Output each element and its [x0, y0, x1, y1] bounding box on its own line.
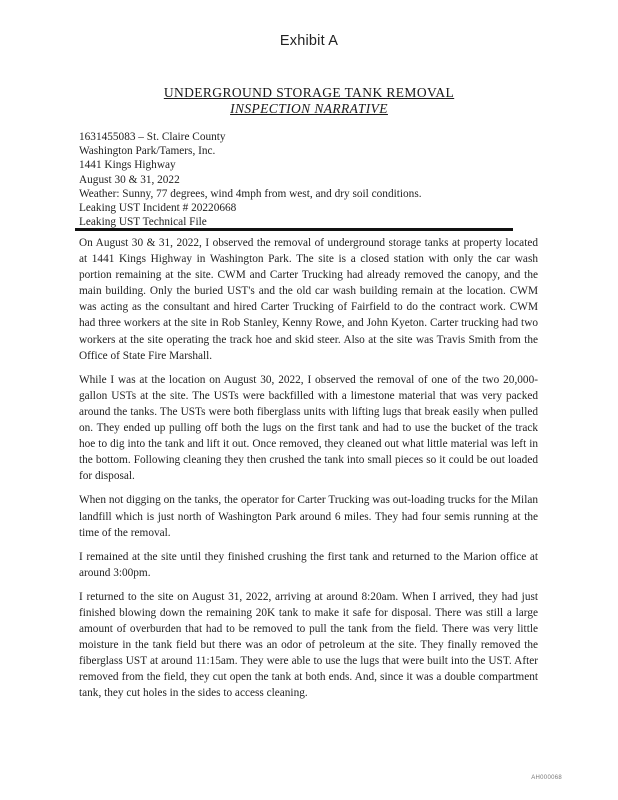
- exhibit-label: Exhibit A: [279, 33, 339, 49]
- header-line-site-name: Washington Park/Tamers, Inc.: [79, 145, 216, 158]
- document-title: [0, 85, 618, 117]
- header-info-block: [79, 130, 539, 229]
- narrative-paragraph: While I was at the location on August 30, 2022, I observed the removal of one of the two 20,000-gallon USTs at the site. The USTs were backfilled with a limestone material that was very packed around the tanks. The USTs were both fiberglass units with lifting lugs that break easily when pulled on. They ended up pulling off both the lugs on the first tank and had to use the bucket of the track hoe to dig into the tank and lift it out. Once removed, they cleaned out what little material was left in the bottom. Following cleaning they then crushed the tank into small pieces so it could be out loaded for disposal.: [79, 373, 538, 483]
- header-line-address: 1441 Kings Highway: [79, 159, 176, 172]
- header-line-incident-number: Leaking UST Incident # 20220668: [79, 202, 237, 215]
- narrative-paragraph: I remained at the site until they finished crushing the first tank and returned to the Marion office at around 3:00pm.: [79, 550, 538, 579]
- title-main: UNDERGROUND STORAGE TANK REMOVAL: [163, 85, 455, 100]
- narrative-paragraph: On August 30 & 31, 2022, I observed the removal of underground storage tanks at property located at 1441 Kings Highway in Washington Park. The site is a closed station with only the car wash portion remaining at the site. CWM and Carter Trucking had already removed the canopy, and the main building. Only the buried UST's and the old car wash building remain at the location. CWM was acting as the consultant and hired Carter Trucking of Fairfield to do the contract work. CWM had three workers at the site in Rob Stanley, Kenny Rowe, and John Kyeton. Carter trucking had two workers at the site operating the track hoe and skid steer. Also at the site was Travis Smith from the Office of State Fire Marshall.: [79, 237, 538, 362]
- narrative-body: [79, 235, 538, 710]
- title-subtitle: INSPECTION NARRATIVE: [230, 101, 388, 116]
- header-line-dates: August 30 & 31, 2022: [79, 173, 180, 186]
- header-divider: [75, 228, 513, 231]
- narrative-paragraph: When not digging on the tanks, the operator for Carter Trucking was out-loading trucks for the Milan landfill which is just north of Washington Park around 6 miles. They had four semis running at the time of the removal.: [79, 494, 538, 539]
- header-line-facility-id: 1631455083 – St. Claire County: [79, 131, 226, 143]
- bates-number: AH000068: [531, 775, 562, 781]
- narrative-paragraph: I returned to the site on August 31, 2022, arriving at around 8:20am. When I arrived, they had just finished blowing down the remaining 20K tank to make it safe for disposal. There was still a large amount of overburden that had to be removed to pull the tank from the field. There was very little moisture in the tank field but there was an odor of petroleum at the site. They finally removed the fiberglass UST at around 11:15am. They were able to use the lugs that were built into the UST. After removed from the field, they cut open the tank at both ends. And, since it was a double compartment tank, they cut holes in the sides to access cleaning.: [79, 590, 538, 700]
- header-line-weather: Weather: Sunny, 77 degrees, wind 4mph from west, and dry soil conditions.: [79, 187, 422, 200]
- header-line-file: Leaking UST Technical File: [79, 216, 207, 229]
